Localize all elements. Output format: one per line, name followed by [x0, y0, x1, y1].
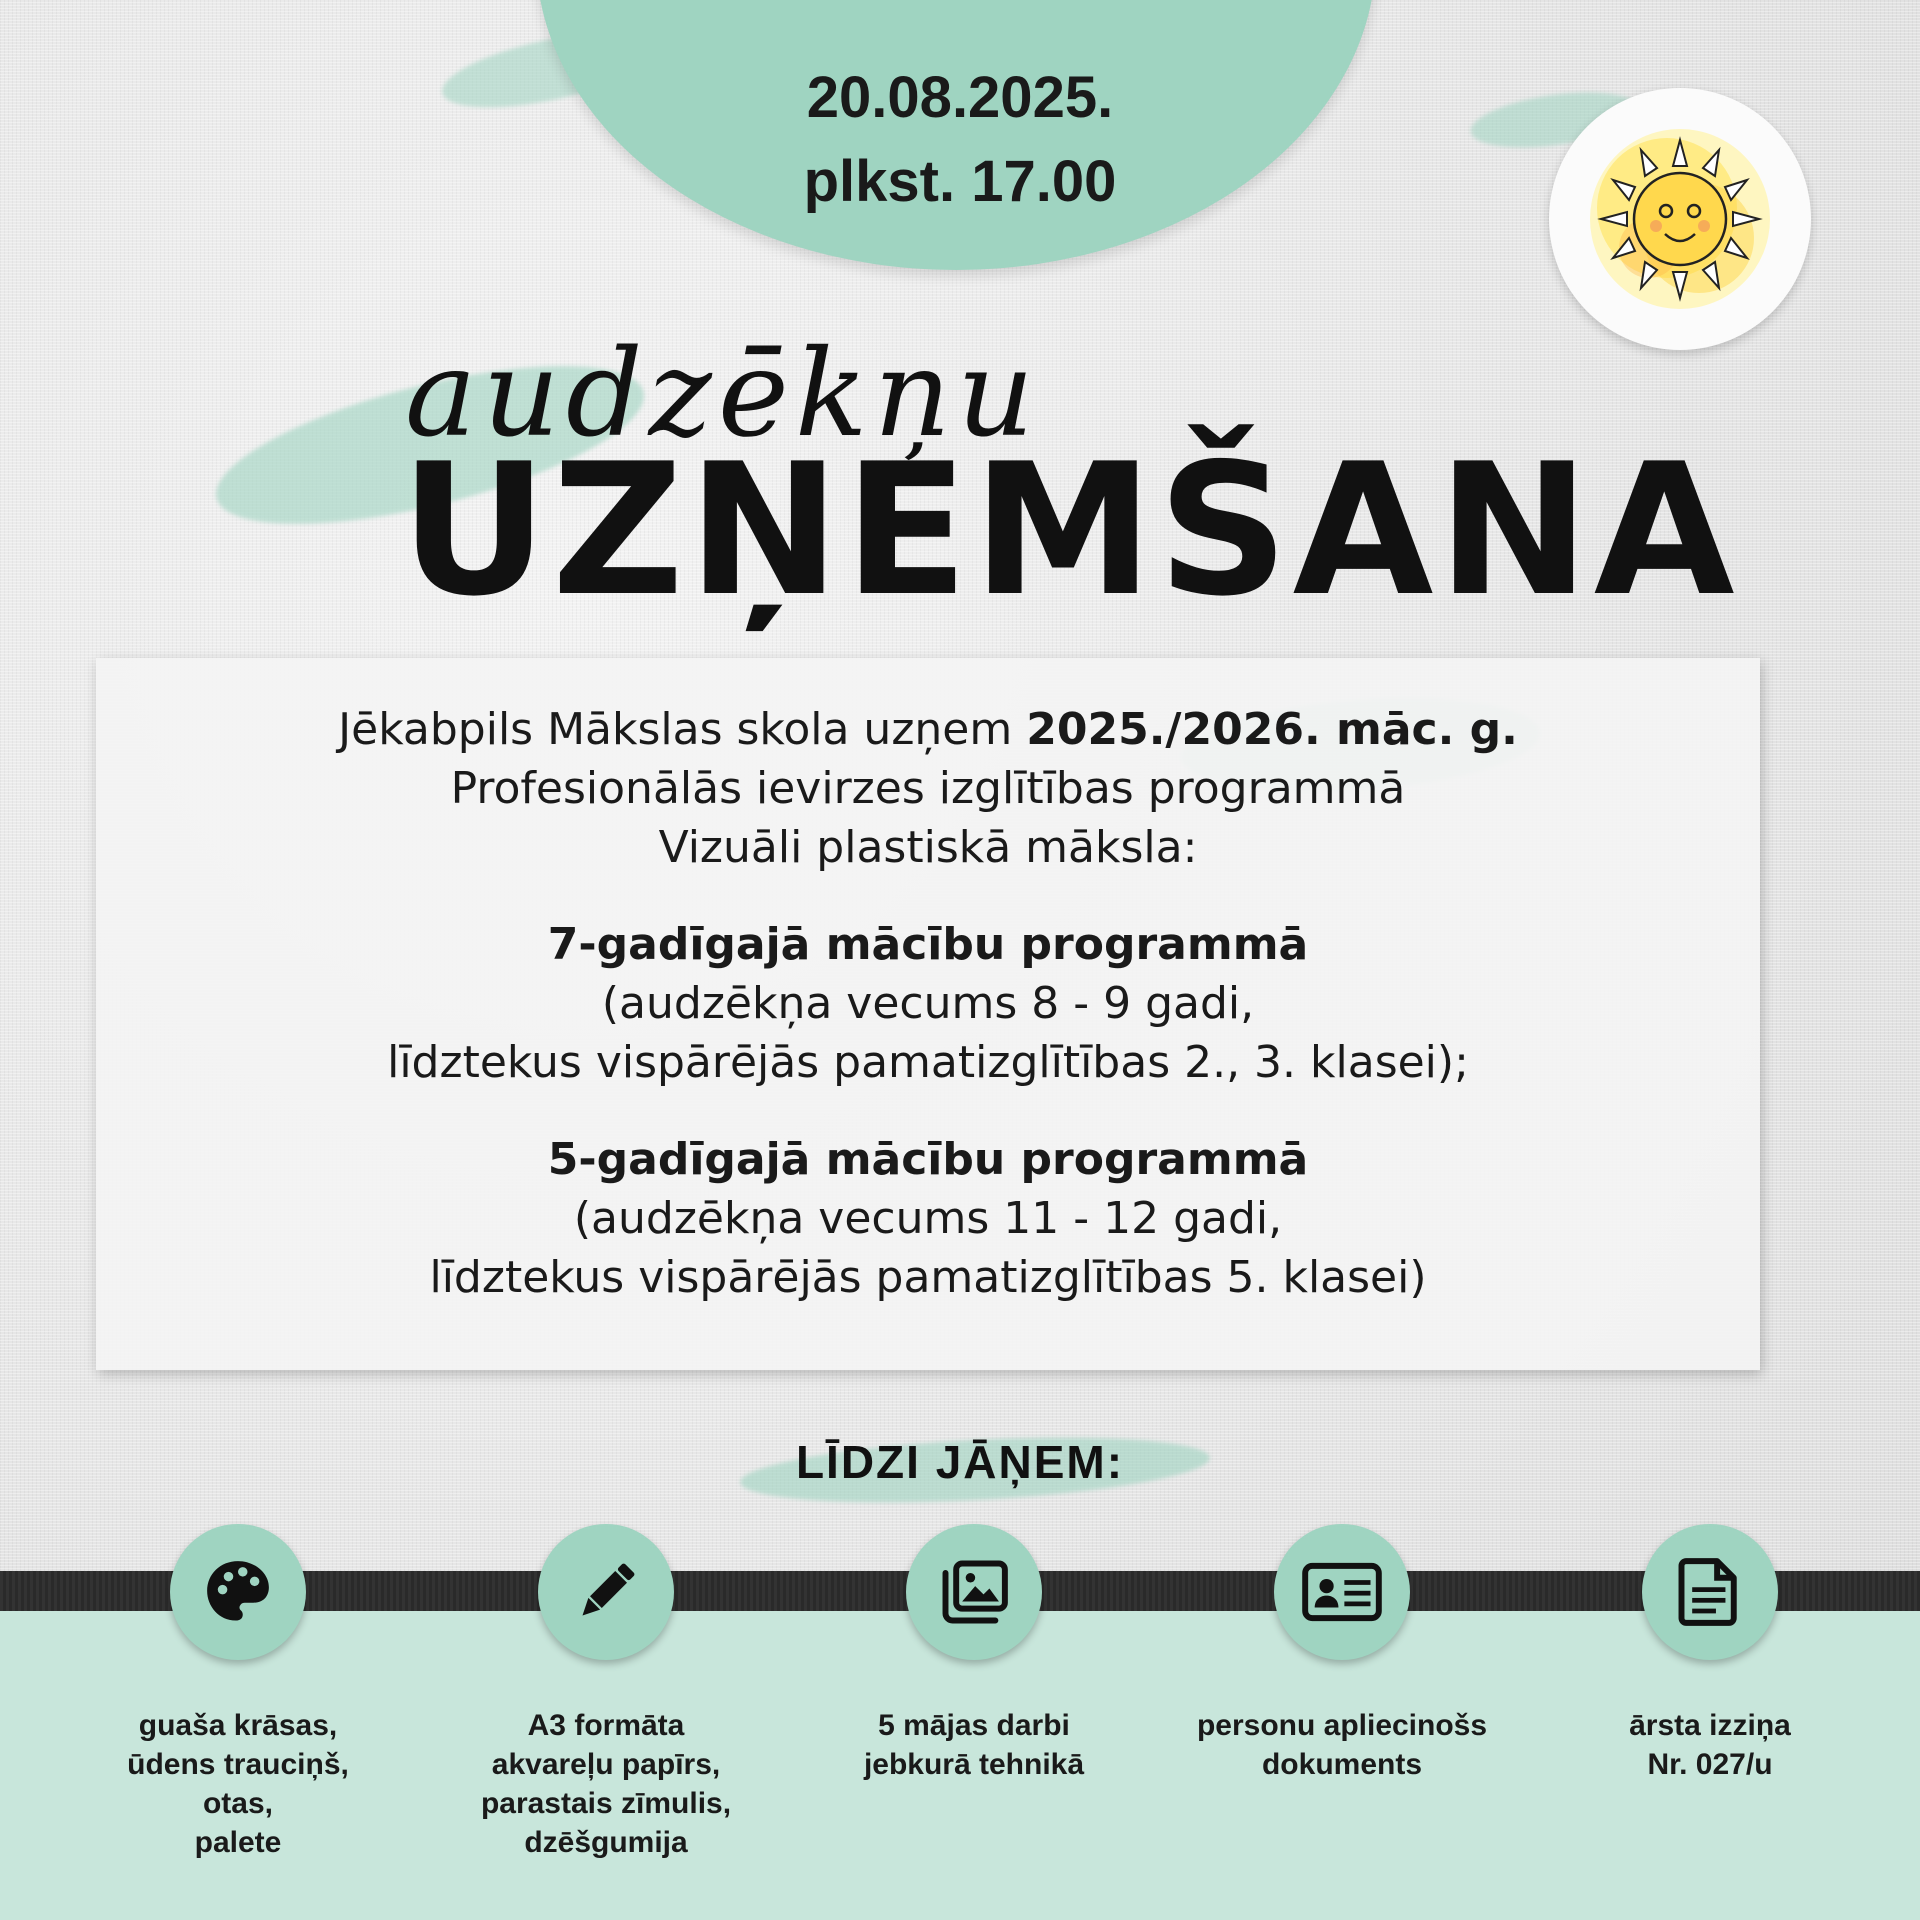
bring-item: [794, 1524, 1154, 1784]
intro-line-2: Profesionālās ievirzes izglītības programmā: [450, 763, 1406, 814]
school-logo: [1549, 88, 1811, 350]
program-note: līdztekus vispārējās pamatizglītības 2., 3. klasei);: [387, 1037, 1469, 1088]
palette-icon: [200, 1554, 276, 1630]
bring-item-bubble: [1642, 1524, 1778, 1660]
intro-line-1: Jēkabpils Mākslas skola uzņem 2025./2026. māc. g.: [338, 704, 1518, 755]
program-title: 7-gadīgajā mācību programmā: [547, 919, 1309, 970]
event-time: plkst. 17.00: [803, 149, 1117, 214]
bring-item-label: ārsta izziņa Nr. 027/u: [1629, 1709, 1791, 1781]
images-icon: [936, 1554, 1012, 1630]
pencil-icon: [568, 1554, 644, 1630]
bring-item-bubble: [906, 1524, 1042, 1660]
bring-item: [1162, 1524, 1522, 1784]
bring-item-bubble: [538, 1524, 674, 1660]
school-year: 2025./2026. māc. g.: [1026, 704, 1518, 755]
bring-item-label: A3 formāta akvareļu papīrs, parastais zīmulis, dzēšgumija: [480, 1709, 732, 1859]
heading-script: audzēkņu: [405, 325, 1041, 464]
program-title: 5-gadīgajā mācību programmā: [547, 1134, 1309, 1185]
bring-title: LĪDZI JĀŅEM:: [795, 1436, 1125, 1488]
program-age: (audzēkņa vecums 11 - 12 gadi,: [573, 1193, 1283, 1244]
program-note: līdztekus vispārējās pamatizglītības 5. klasei): [429, 1252, 1427, 1303]
id-card-icon: [1300, 1554, 1384, 1630]
document-icon: [1674, 1554, 1746, 1630]
bring-item-bubble: [170, 1524, 306, 1660]
page-title: UZŅEMŠANA: [400, 424, 1739, 636]
bring-item: [426, 1524, 786, 1862]
event-datetime: [560, 56, 1360, 224]
bring-item-label: 5 mājas darbi jebkurā tehnikā: [863, 1709, 1085, 1781]
intro-line-3: Vizuāli plastiskā māksla:: [658, 822, 1198, 873]
sun-logo-icon: [1549, 88, 1811, 350]
bring-item-label: personu apliecinošs dokuments: [1196, 1709, 1488, 1781]
bring-item: [58, 1524, 418, 1862]
bring-item-bubble: [1274, 1524, 1410, 1660]
bring-item-label: guaša krāsas, ūdens trauciņš, otas, palete: [127, 1709, 349, 1859]
program-age: (audzēkņa vecums 8 - 9 gadi,: [601, 978, 1255, 1029]
bring-item: [1530, 1524, 1890, 1784]
event-date: 20.08.2025.: [806, 65, 1114, 130]
info-text: [96, 700, 1760, 1307]
